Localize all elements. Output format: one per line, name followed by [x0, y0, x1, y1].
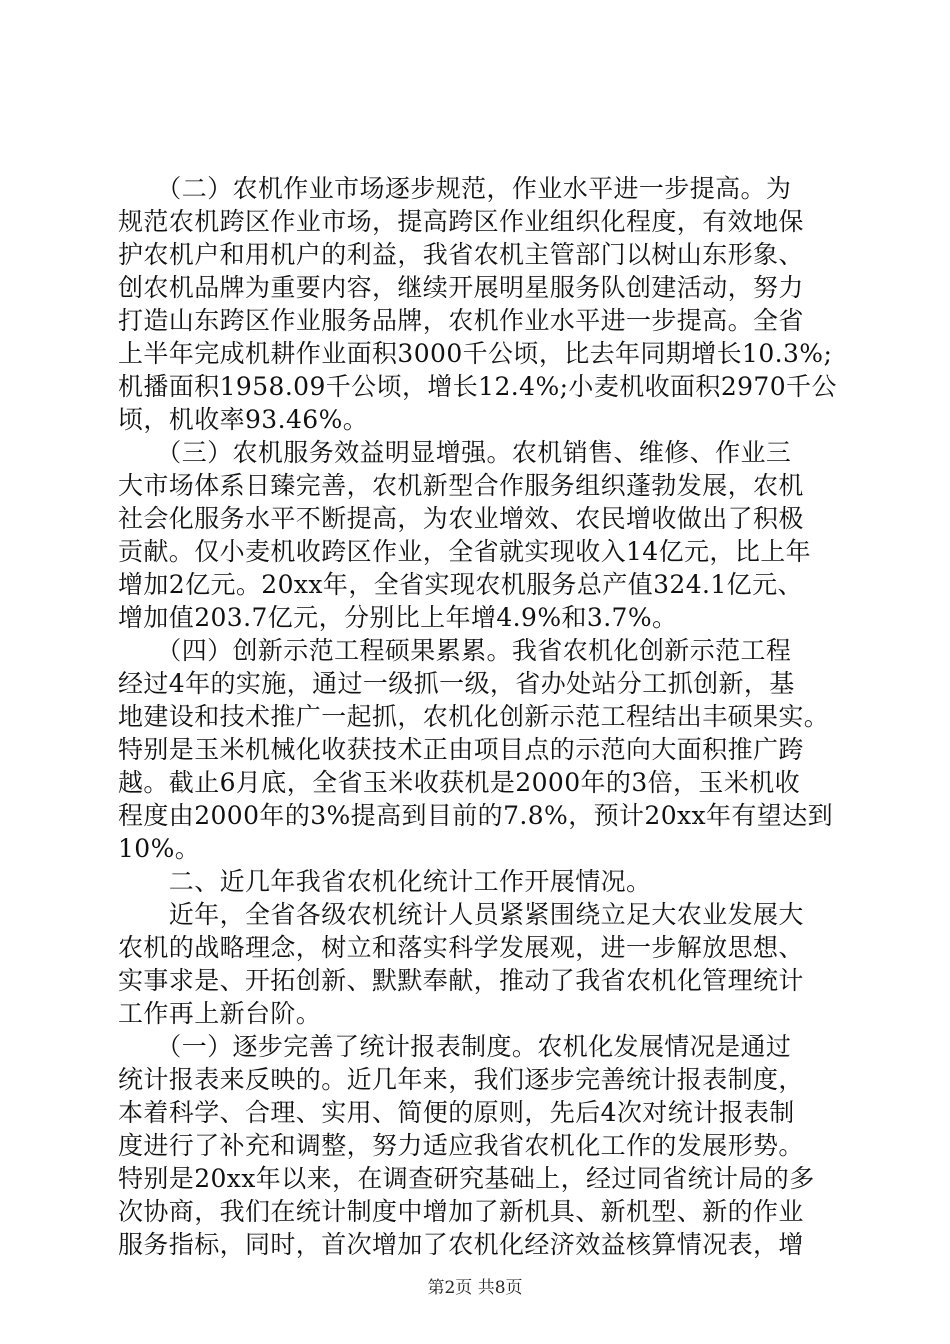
text-line: 贡献。仅小麦机收跨区作业，全省就实现收入14亿元，比上年 [118, 537, 812, 566]
text-line: 机播面积1958.09千公顷，增长12.4%;小麦机收面积2970千公 [118, 372, 837, 401]
text-line: 顷，机收率93.46%。 [118, 405, 369, 434]
text-line: （二）农机作业市场逐步规范，作业水平进一步提高。为 [118, 174, 792, 203]
text-line: 增加2亿元。20xx年，全省实现农机服务总产值324.1亿元、 [118, 570, 803, 599]
text-line: 社会化服务水平不断提高，为农业增效、农民增收做出了积极 [118, 504, 804, 533]
text-line: 规范农机跨区作业市场，提高跨区作业组织化程度，有效地保 [118, 207, 804, 236]
text-line: 越。截止6月底，全省玉米收获机是2000年的3倍，玉米机收 [118, 768, 801, 797]
text-line: 近年，全省各级农机统计人员紧紧围绕立足大农业发展大 [118, 900, 804, 929]
text-line: 10%。 [118, 834, 201, 863]
text-line: 经过4年的实施，通过一级抓一级，省办处站分工抓创新，基 [118, 669, 795, 698]
text-line: 增加值203.7亿元，分别比上年增4.9%和3.7%。 [118, 603, 678, 632]
text-line: 程度由2000年的3%提高到目前的7.8%，预计20xx年有望达到 [118, 801, 834, 830]
text-line: 创农机品牌为重要内容，继续开展明星服务队创建活动，努力 [118, 273, 804, 302]
text-line: 度进行了补充和调整，努力适应我省农机化工作的发展形势。 [118, 1131, 804, 1160]
text-line: 地建设和技术推广一起抓，农机化创新示范工程结出丰硕果实。 [118, 702, 830, 731]
text-line: 农机的战略理念，树立和落实科学发展观，进一步解放思想、 [118, 933, 804, 962]
text-line: （三）农机服务效益明显增强。农机销售、维修、作业三 [118, 438, 792, 467]
text-line: 特别是玉米机械化收获技术正由项目点的示范向大面积推广跨 [118, 735, 804, 764]
document-body [118, 172, 840, 1261]
text-line: 实事求是、开拓创新、默默奉献，推动了我省农机化管理统计 [118, 966, 804, 995]
text-line: （四）创新示范工程硕果累累。我省农机化创新示范工程 [118, 636, 792, 665]
text-line: 工作再上新台阶。 [118, 999, 322, 1028]
text-line: 服务指标，同时，首次增加了农机化经济效益核算情况表，增 [118, 1230, 804, 1259]
text-line: 二、近几年我省农机化统计工作开展情况。 [118, 867, 652, 896]
text-line: 大市场体系日臻完善，农机新型合作服务组织蓬勃发展，农机 [118, 471, 804, 500]
text-line: 本着科学、合理、实用、简便的原则，先后4次对统计报表制 [118, 1098, 795, 1127]
text-line: 统计报表来反映的。近几年来，我们逐步完善统计报表制度， [118, 1065, 804, 1094]
text-line: 上半年完成机耕作业面积3000千公顷，比去年同期增长10.3%; [118, 339, 833, 368]
page-number-footer: 第2页 共8页 [427, 1278, 523, 1298]
text-line: 次协商，我们在统计制度中增加了新机具、新机型、新的作业 [118, 1197, 804, 1226]
text-line: 打造山东跨区作业服务品牌，农机作业水平进一步提高。全省 [118, 306, 804, 335]
text-line: 护农机户和用机户的利益，我省农机主管部门以树山东形象、 [118, 240, 804, 269]
text-line: （一）逐步完善了统计报表制度。农机化发展情况是通过 [118, 1032, 792, 1061]
text-line: 特别是20xx年以来，在调查研究基础上，经过同省统计局的多 [118, 1164, 815, 1193]
